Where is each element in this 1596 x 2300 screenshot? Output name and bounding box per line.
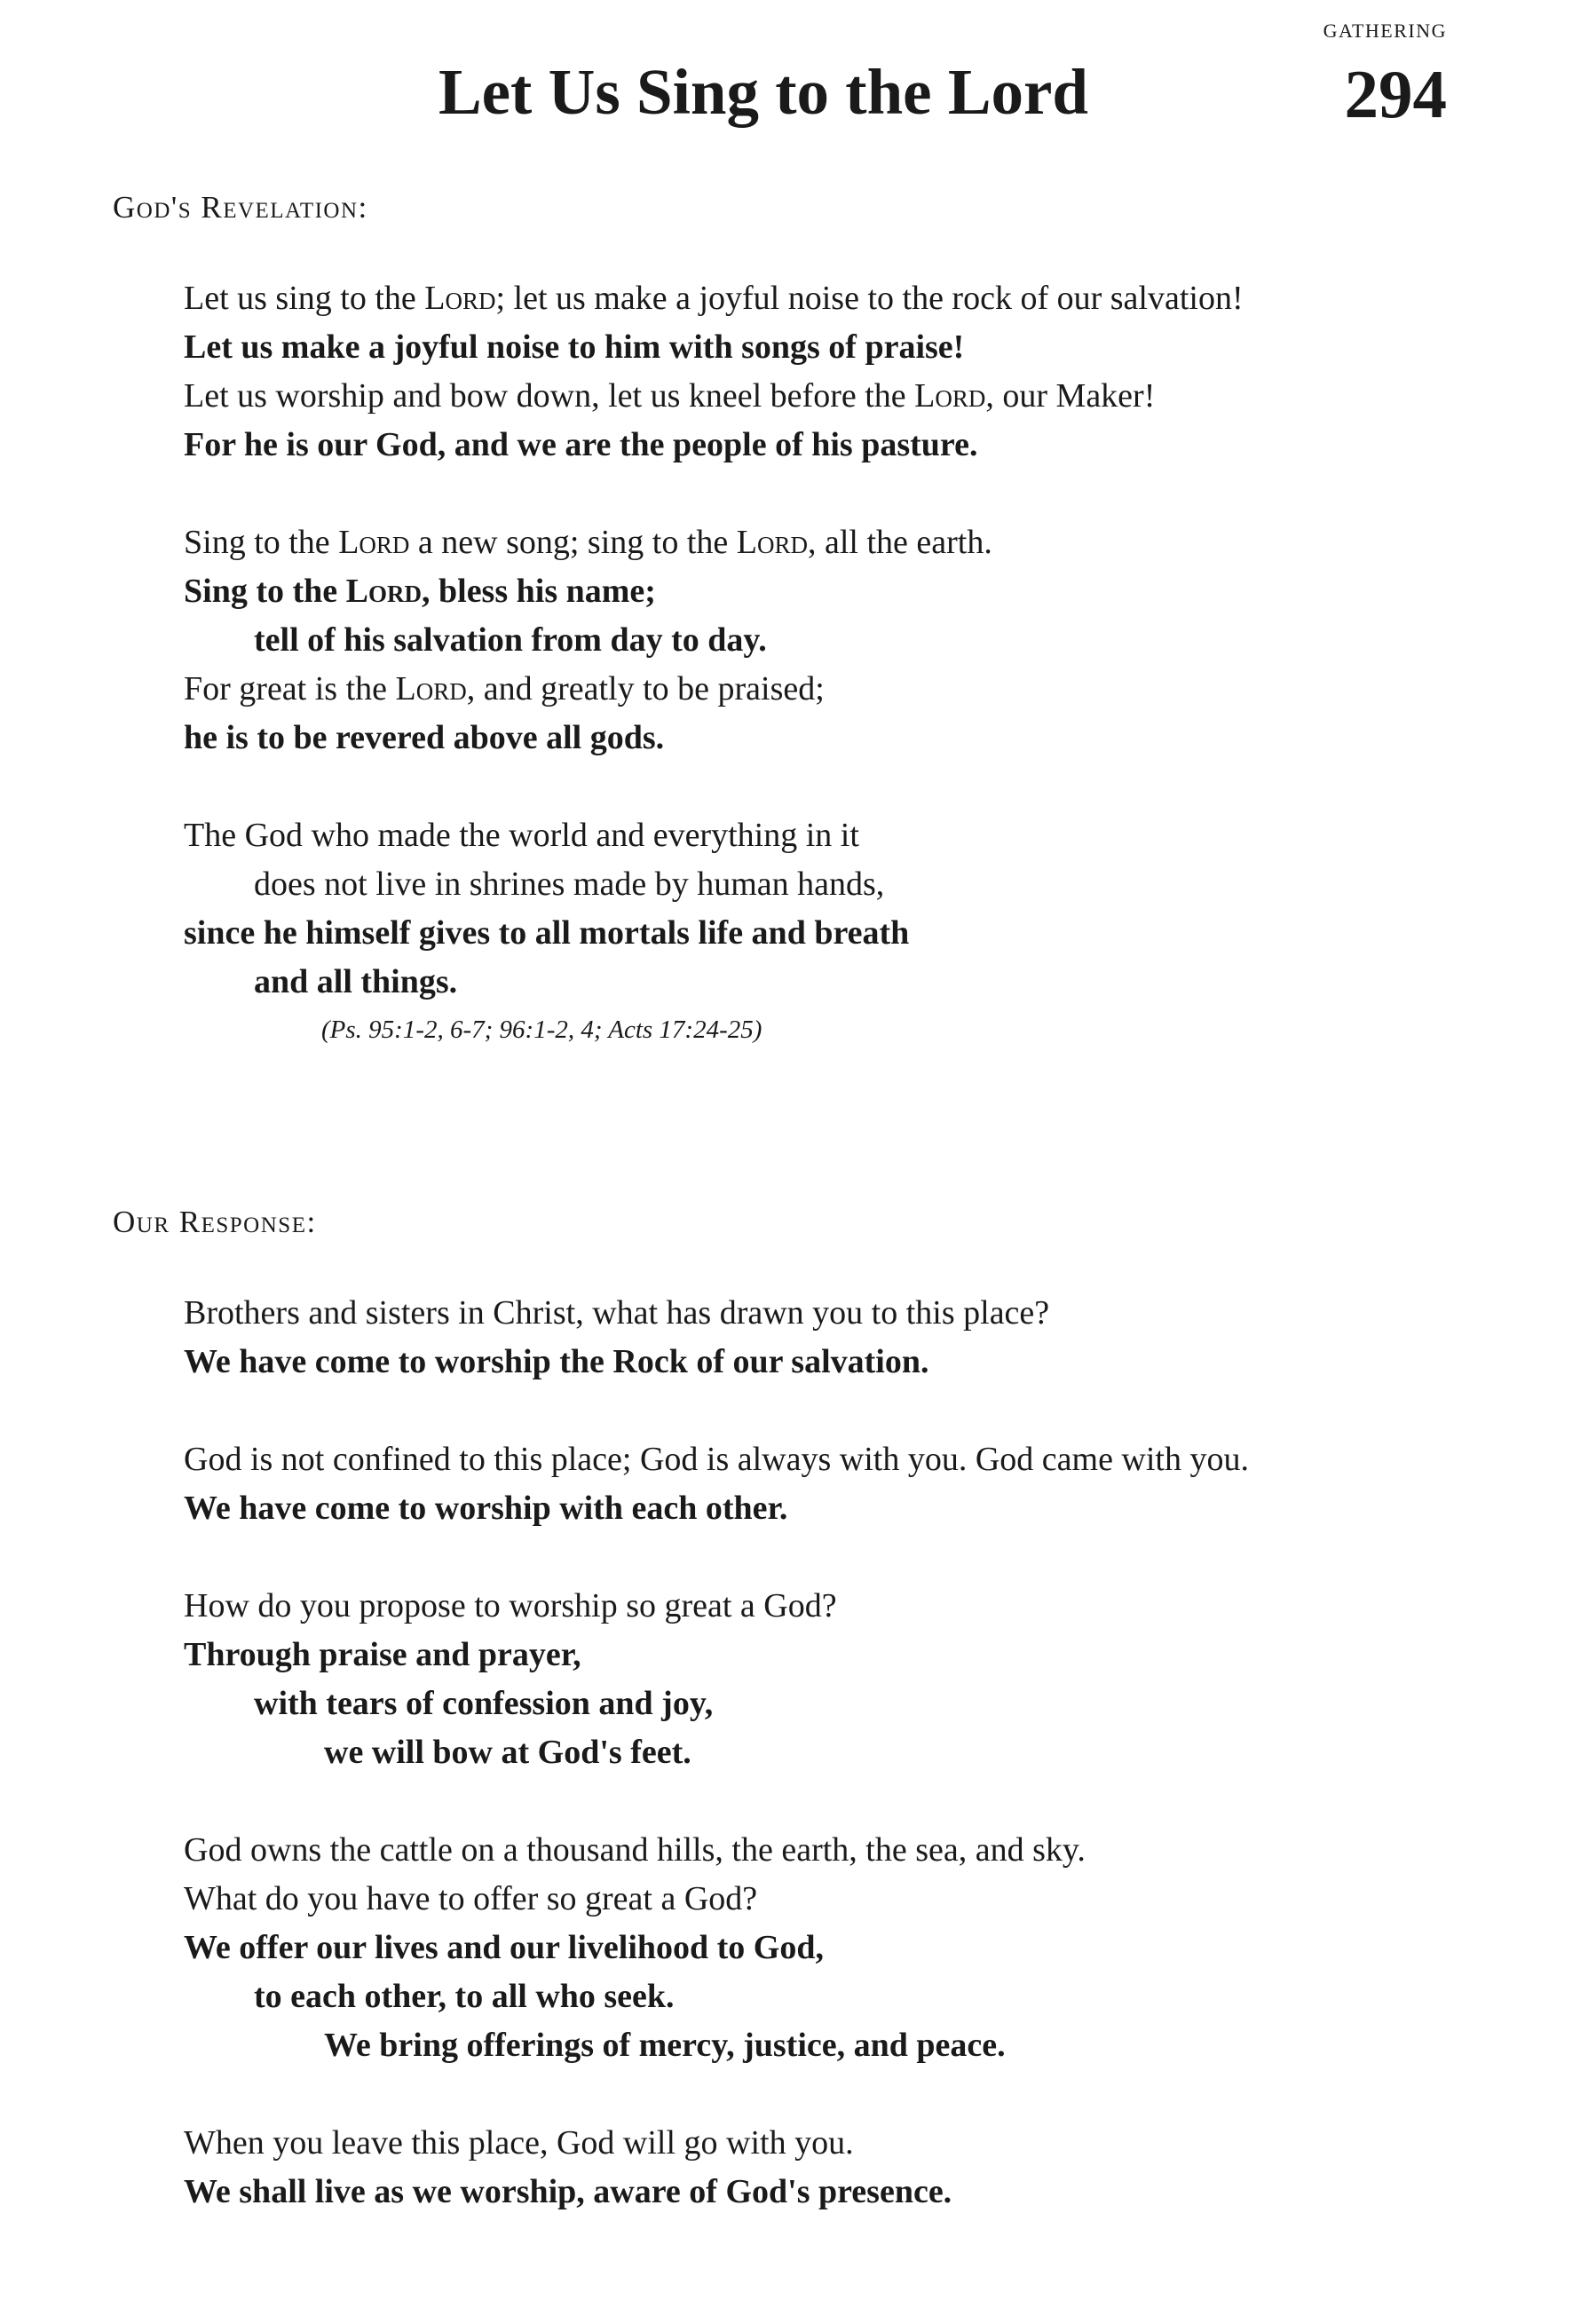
congregation-response-line: Sing to the Lord, bless his name;: [184, 573, 656, 610]
stanza: [184, 1826, 1497, 2070]
leader-line: does not live in shrines made by human hands,: [254, 865, 885, 903]
leader-line: When you leave this place, God will go with you.: [184, 2124, 854, 2162]
congregation-response-line: and all things.: [254, 963, 458, 1000]
stanza: [184, 518, 1497, 763]
scripture-citation: (Ps. 95:1-2, 6-7; 96:1-2, 4; Acts 17:24-25): [321, 1016, 762, 1044]
our-response-section: [113, 1205, 1497, 2217]
stanza: [184, 1435, 1497, 1533]
response-stanzas: [184, 1289, 1497, 2217]
congregation-response-line: We shall live as we worship, aware of God's presence.: [184, 2173, 952, 2210]
congregation-response-line: Let us make a joyful noise to him with songs of praise!: [184, 328, 965, 366]
leader-line: God owns the cattle on a thousand hills, the earth, the sea, and sky.: [184, 1831, 1086, 1869]
leader-line: God is not confined to this place; God is always with you. God came with you.: [184, 1441, 1249, 1478]
stanza: [184, 1582, 1497, 1777]
leader-line: What do you have to offer so great a God?: [184, 1880, 758, 1917]
congregation-response-line: We have come to worship the Rock of our salvation.: [184, 1343, 929, 1380]
congregation-response-line: We bring offerings of mercy, justice, and peace.: [324, 2027, 1006, 2064]
congregation-response-line: since he himself gives to all mortals life and breath: [184, 914, 910, 952]
congregation-response-line: he is to be revered above all gods.: [184, 719, 665, 756]
leader-line: Let us worship and bow down, let us kneel before the Lord, our Maker!: [184, 377, 1156, 415]
leader-line: Sing to the Lord a new song; sing to the Lord, all the earth.: [184, 524, 992, 561]
stanza: [184, 2119, 1497, 2217]
category-label: gathering: [1323, 12, 1447, 43]
leader-line: How do you propose to worship so great a God?: [184, 1587, 837, 1624]
leader-line: The God who made the world and everything in it: [184, 817, 859, 854]
revelation-stanzas: [184, 274, 1497, 1007]
stanza: [184, 811, 1497, 1007]
leader-line: For great is the Lord, and greatly to be praised;: [184, 670, 825, 707]
congregation-response-line: Through praise and prayer,: [184, 1636, 581, 1673]
section-heading-revelation: God's Revelation:: [113, 190, 368, 225]
section-heading-response: Our Response:: [113, 1205, 317, 1239]
congregation-response-line: We offer our lives and our livelihood to God,: [184, 1929, 824, 1966]
congregation-response-line: with tears of confession and joy,: [254, 1685, 714, 1722]
congregation-response-line: tell of his salvation from day to day.: [254, 621, 767, 659]
congregation-response-line: We have come to worship with each other.: [184, 1490, 788, 1527]
gods-revelation-section: [113, 190, 1497, 1047]
stanza: [184, 1289, 1497, 1387]
congregation-response-line: to each other, to all who seek.: [254, 1978, 675, 2015]
response-body: [113, 1289, 1497, 2217]
stanza: [184, 274, 1497, 470]
congregation-response-line: we will bow at God's feet.: [324, 1734, 691, 1771]
revelation-body: [113, 274, 1497, 1047]
leader-line: Let us sing to the Lord; let us make a joyful noise to the rock of our salvation!: [184, 280, 1244, 317]
congregation-response-line: For he is our God, and we are the people of his pasture.: [184, 426, 978, 463]
page-title: Let Us Sing to the Lord: [438, 56, 1089, 128]
leader-line: Brothers and sisters in Christ, what has drawn you to this place?: [184, 1294, 1050, 1332]
item-number: 294: [1344, 56, 1447, 132]
